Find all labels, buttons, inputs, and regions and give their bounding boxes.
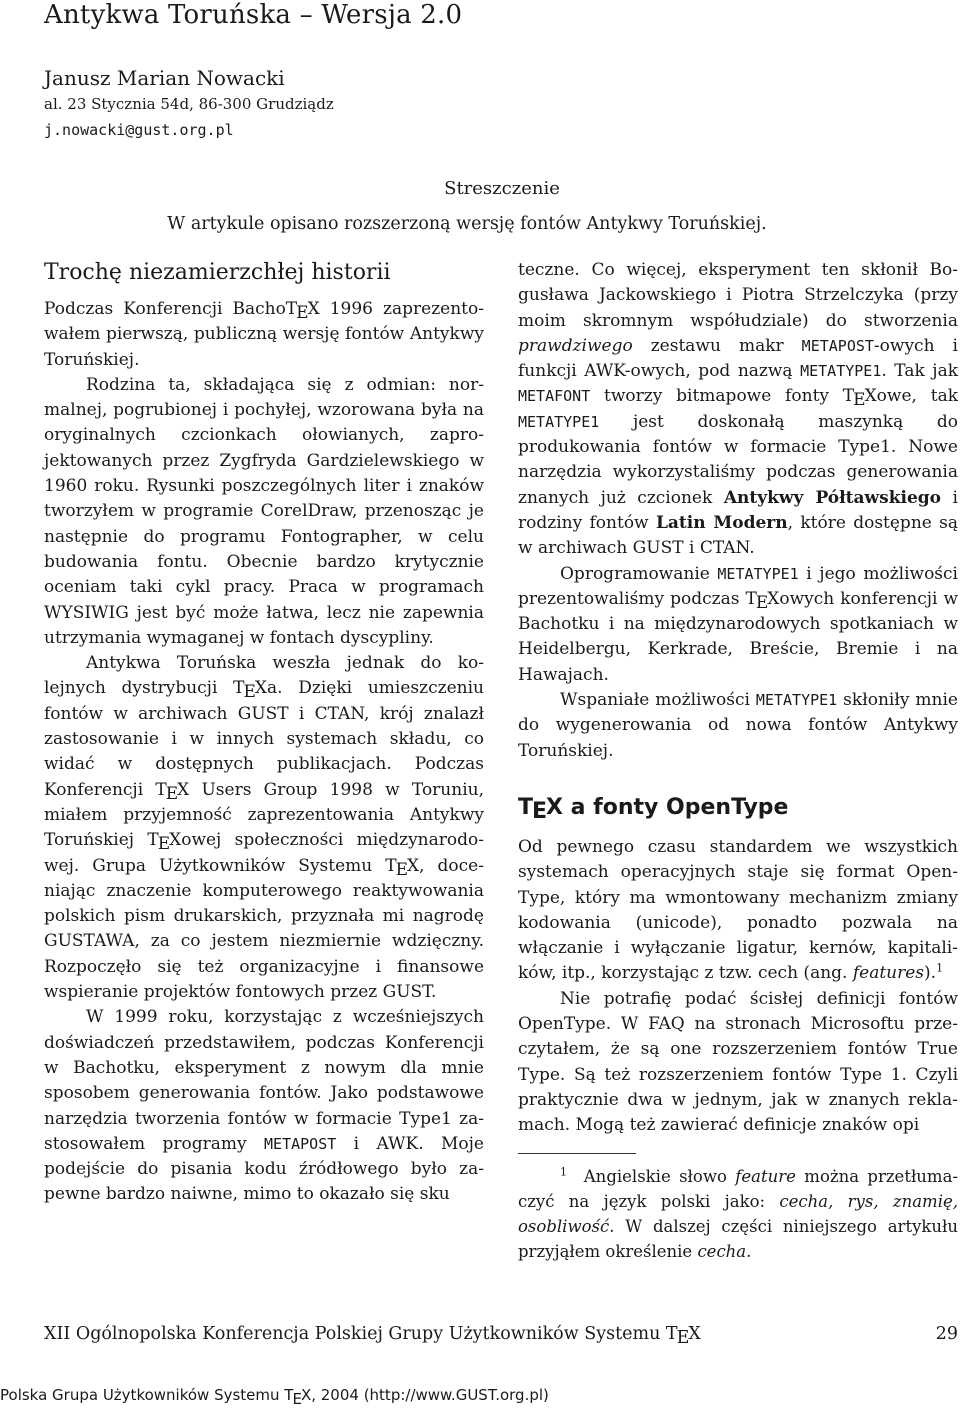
paragraph: Oprogramowanie METATYPE1 i jego możliwości prezentowaliśmy podczas TEXowych konferencji w Bachotku i na międzynarodowych spotkaniach w Heidelbergu, Kerkrade, Breście, Bremie i na Hawajach. [518,563,958,685]
page-footer [44,1324,958,1348]
paragraph: Wspaniałe możliwości METATYPE1 skłoniły mnie do wygenerowania od nowa fontów Antykwy Toruńskiej. [518,690,958,761]
page-number: 29 [935,1324,958,1344]
paragraph: Antykwa Toruńska weszła jednak do kolejnych dystrybucji TEXa. Dzięki umieszczeniu fontów w archiwach GUST i CTAN, krój znalazł zastosowanie i w innych systemach składu, co widać w dostępnych publikacjach. Podczas Konferencji TEX Users Group 1998 w Toruniu, miałem przyjemność zaprezentowania Antykwy Toruńskiej TEXowej społeczności międzynarodowej. Grupa Użytkowników Systemu TEX, doceniając znaczenie komputerowego reaktywowania polskich pism drukarskich, przyznała mi nagrodę GUSTAWA, za co jestem niezmiernie wdzięczny. Rozpoczęło się też organizacyjne i finansowe wspieranie projektów fontowych przez GUST. [44,653,484,1003]
abstract-heading: Streszczenie [444,178,560,199]
paragraph: teczne. Co więcej, eksperyment ten skłonił Bogusława Jackowskiego i Piotra Strzelczyka (przy moim skromnym współudziale) do stworzenia prawdziwego zestawu makr METAPOST-owych i funkcji AWK-owych, pod nazwą METATYPE1. Tak jak METAFONT tworzy bitmapowe fonty TEXowe, tak METATYPE1 jest doskonałą maszynką do produkowania fontów w formacie Type1. Nowe narzędzia wykorzystaliśmy podczas generowania znanych już czcionek Antykwy Półtawskiego i rodziny fontów Latin Modern, które dostępne są w archiwach GUST i CTAN. [518,260,959,559]
publisher-imprint: Polska Grupa Użytkowników Systemu TEX, 2004 (http://www.GUST.org.pl) [0,1386,549,1408]
paragraph: Od pewnego czasu standardem we wszystkich systemach operacyjnych staje się format OpenType, który ma wmontowany mechanizm zmiany kodowania (unicode), ponadto pozwala na włączanie i wyłączanie ligatur, kernów, kapitalików, itp., korzystając z tzw. cech (ang. features).$^1$ [518,836,958,984]
conference-name: XII Ogólnopolska Konferencja Polskiej Grupy Użytkowników Systemu TEX [44,1324,701,1348]
abstract-text: W artykule opisano rozszerzoną wersję fontów Antykwy Toruńskiej. [167,214,767,234]
page-title: Antykwa Toruńska – Wersja 2.0 [44,0,463,30]
paragraph: W 1999 roku, korzystając z wcześniejszych doświadczeń przedstawiłem, podczas Konferencji w Bachotku, eksperyment z nowym dla mnie sposobem generowania fontów. Jako podstawowe narzędzia tworzenia fontów w formacie Type1 zastosowałem programy METAPOST i AWK. Moje podejście do pisania kodu źródłowego było zapewne bardzo naiwne, mimo to okazało się sku [44,1007,484,1205]
right-column [518,258,958,1264]
left-column [44,258,484,1208]
section-heading-history: Trochę niezamierzchłej historii [44,260,391,285]
paragraph: Nie potrafię podać ścisłej definicji fontów OpenType. W FAQ na stronach Microsoftu przeczytałem, że są one rozszerzeniem fontów True Type. Są też rozszerzeniem fontów Type 1. Czyli praktycznie dwa w jednym, jak w znanych reklamach. Mogą też zawierać definicje znaków opi [518,988,958,1136]
footnote: $^1$ Angielskie słowo feature można przetłumaczyć na język polski jako: cecha, rys, znamię, osobliwość. W dalszej części niniejszego artykułu przyjąłem określenie cecha. [518,1165,958,1261]
section-heading-opentype: TEX a fonty OpenType [518,794,789,824]
author-email: j.nowacki@gust.org.pl [44,121,234,139]
author-name: Janusz Marian Nowacki [44,66,285,90]
footnote-rule [518,1153,636,1154]
paragraph: Rodzina ta, składająca się z odmian: normalnej, pogrubionej i pochyłej, wzorowana była na oryginalnych czcionkach ołowianych, zaprojektowanych przez Zygfryda Gardzielewskiego w 1960 roku. Rysunki poszczególnych liter i znaków tworzyłem w programie CorelDraw, przenosząc je następnie do programu Fontographer, w celu budowania fontu. Obecnie bardzo krytycznie oceniam taki cykl pracy. Praca w programach WYSIWIG jest być może łatwa, lecz nie zapewnia utrzymania wymaganej w fontach dyscypliny. [44,374,484,648]
author-address: al. 23 Stycznia 54d, 86-300 Grudziądz [44,95,334,113]
paragraph: Podczas Konferencji BachoTEX 1996 zaprezentowałem pierwszą, publiczną wersję fontów Antykwy Toruńskiej. [44,299,484,370]
